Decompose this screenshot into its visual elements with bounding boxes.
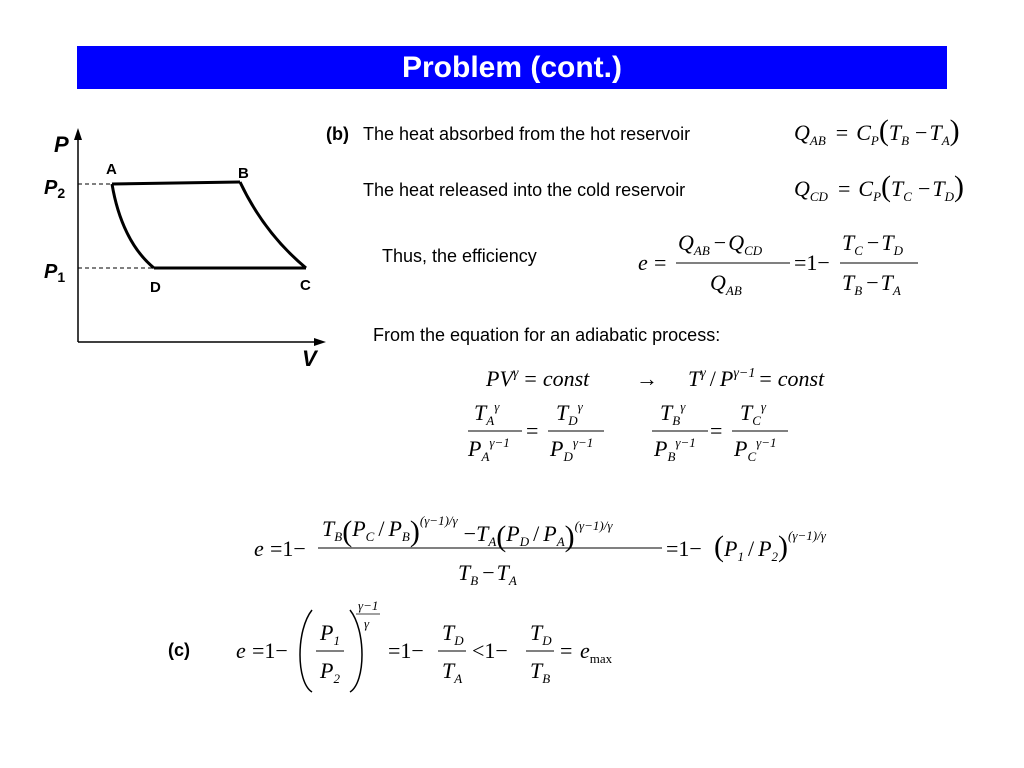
const-1: const (542, 366, 590, 391)
page-title: Problem (cont.) (77, 46, 947, 89)
point-a-label: A (106, 161, 117, 178)
adiabatic-relation (484, 360, 884, 396)
svg-text:(P1/P2)(γ−1)/γ: $(P_1 / P_2)^{(\gamma-1)/\gamma}$ (714, 528, 826, 564)
adiabatic-ratios (464, 394, 804, 470)
svg-text:e: e (236, 638, 246, 663)
v-axis-label: V (302, 346, 317, 371)
heat-absorbed-text: The heat absorbed from the hot reservoir (363, 124, 691, 144)
svg-text:=: = (710, 418, 723, 443)
svg-text:PVγ=const: $PV^\gamma$ = const (486, 366, 590, 391)
svg-text:<1−: <1− (472, 638, 508, 663)
svg-text:=1−: =1− (794, 250, 830, 275)
point-b-label: B (238, 165, 249, 182)
svg-text:TB−TA: $T_B -T_A$ (458, 560, 517, 588)
svg-text:e: e (638, 250, 648, 275)
svg-text:TCγ: $T_C^\gamma$ (740, 399, 767, 428)
const-2: const (777, 366, 825, 391)
part-c-equation (234, 596, 654, 696)
point-c-label: C (300, 277, 311, 294)
efficiency-text: Thus, the efficiency (382, 246, 537, 266)
pv-diagram (30, 120, 330, 380)
svg-text:QAB=CP(TB−TA): $Q_{AB} = C_P(T_B -T_A)$ (794, 114, 960, 148)
svg-text:TAγ: $T_A^\gamma$ (474, 399, 500, 428)
svg-text:QCD=CP(TC−TD): $Q_{CD} = C_P(T_C -T_D)$ (794, 170, 964, 204)
v-axis-arrow (314, 338, 326, 346)
p2-letter: P (44, 177, 58, 199)
svg-text:QAB−QCD: $Q_{AB} -Q_{CD}$ (678, 230, 763, 258)
svg-text:QAB: $Q_{AB}$ (710, 270, 742, 298)
adiabatic-text: From the equation for an adiabatic process: (373, 325, 721, 345)
q-cd-equation (792, 168, 992, 208)
svg-text:γ: γ (364, 616, 370, 631)
adiabat-da (112, 184, 154, 268)
svg-text:Tγ/Pγ−1=const: $T^\gamma / P^{\gamma-1}$ = const (688, 366, 825, 391)
heat-released-text: The heat released into the cold reservoir (363, 180, 686, 200)
p-axis-arrow (74, 128, 82, 140)
svg-text:P1: $P_1$ (320, 620, 340, 648)
svg-text:=1−: =1− (252, 638, 288, 663)
svg-text:=1−: =1− (666, 536, 702, 561)
derived-efficiency-equation (252, 506, 872, 590)
e-max-subscript: max (589, 651, 613, 666)
p1-letter: P (44, 261, 58, 283)
svg-text:=: = (526, 418, 539, 443)
adiabat-bc (240, 182, 306, 268)
efficiency-equation (636, 226, 936, 302)
p-axis-label: P (54, 132, 69, 157)
p2-subscript: 2 (57, 185, 66, 201)
part-b-label: (b) (326, 124, 349, 144)
q-ab-equation (792, 112, 992, 152)
svg-text:e: e (254, 536, 264, 561)
point-d-label: D (150, 279, 161, 296)
svg-text:P2: $P_2$ (320, 658, 340, 686)
isobar-ab (112, 182, 240, 184)
svg-text:emax: $e_{max}$ (580, 638, 613, 666)
svg-text:PBγ−1: $P_B^{\gamma-1}$ (654, 435, 696, 464)
p2-label (44, 177, 65, 201)
svg-text:PDγ−1: $P_D^{\gamma-1}$ (550, 435, 594, 464)
svg-text:=1−: =1− (388, 638, 424, 663)
p1-label (44, 261, 65, 285)
svg-text:γ−1: γ−1 (358, 598, 379, 613)
svg-text:=: = (560, 638, 573, 663)
svg-text:TD: $T_D$ (530, 620, 552, 648)
p1-subscript: 1 (57, 269, 66, 285)
svg-text:=1−: =1− (270, 536, 306, 561)
svg-text:TB−TA: $T_B -T_A$ (842, 270, 901, 298)
svg-text:TC−TD: $T_C -T_D$ (842, 230, 903, 258)
svg-text:TB: $T_B$ (530, 658, 551, 686)
svg-text:PCγ−1: $P_C^{\gamma-1}$ (734, 435, 777, 464)
svg-text:TBγ: $T_B^\gamma$ (660, 399, 686, 428)
svg-text:TD: $T_D$ (442, 620, 464, 648)
svg-text:TB(PC/PB)(γ−1)/γ−TA(PD/PA)(γ−1: $T_B(P_C / P_B)^{(\gamma-1)/\gamma}-T_A(P_D / P_A)^{(\gamma-1)/\gamma}$ (322, 513, 613, 553)
svg-text:TA: $T_A$ (442, 658, 463, 686)
svg-text:=: = (654, 250, 667, 275)
svg-text:PAγ−1: $P_A^{\gamma-1}$ (468, 435, 510, 464)
part-c-label: (c) (168, 640, 190, 660)
svg-text:TDγ: $T_D^\gamma$ (556, 399, 583, 428)
arrow-symbol: → (636, 366, 658, 391)
